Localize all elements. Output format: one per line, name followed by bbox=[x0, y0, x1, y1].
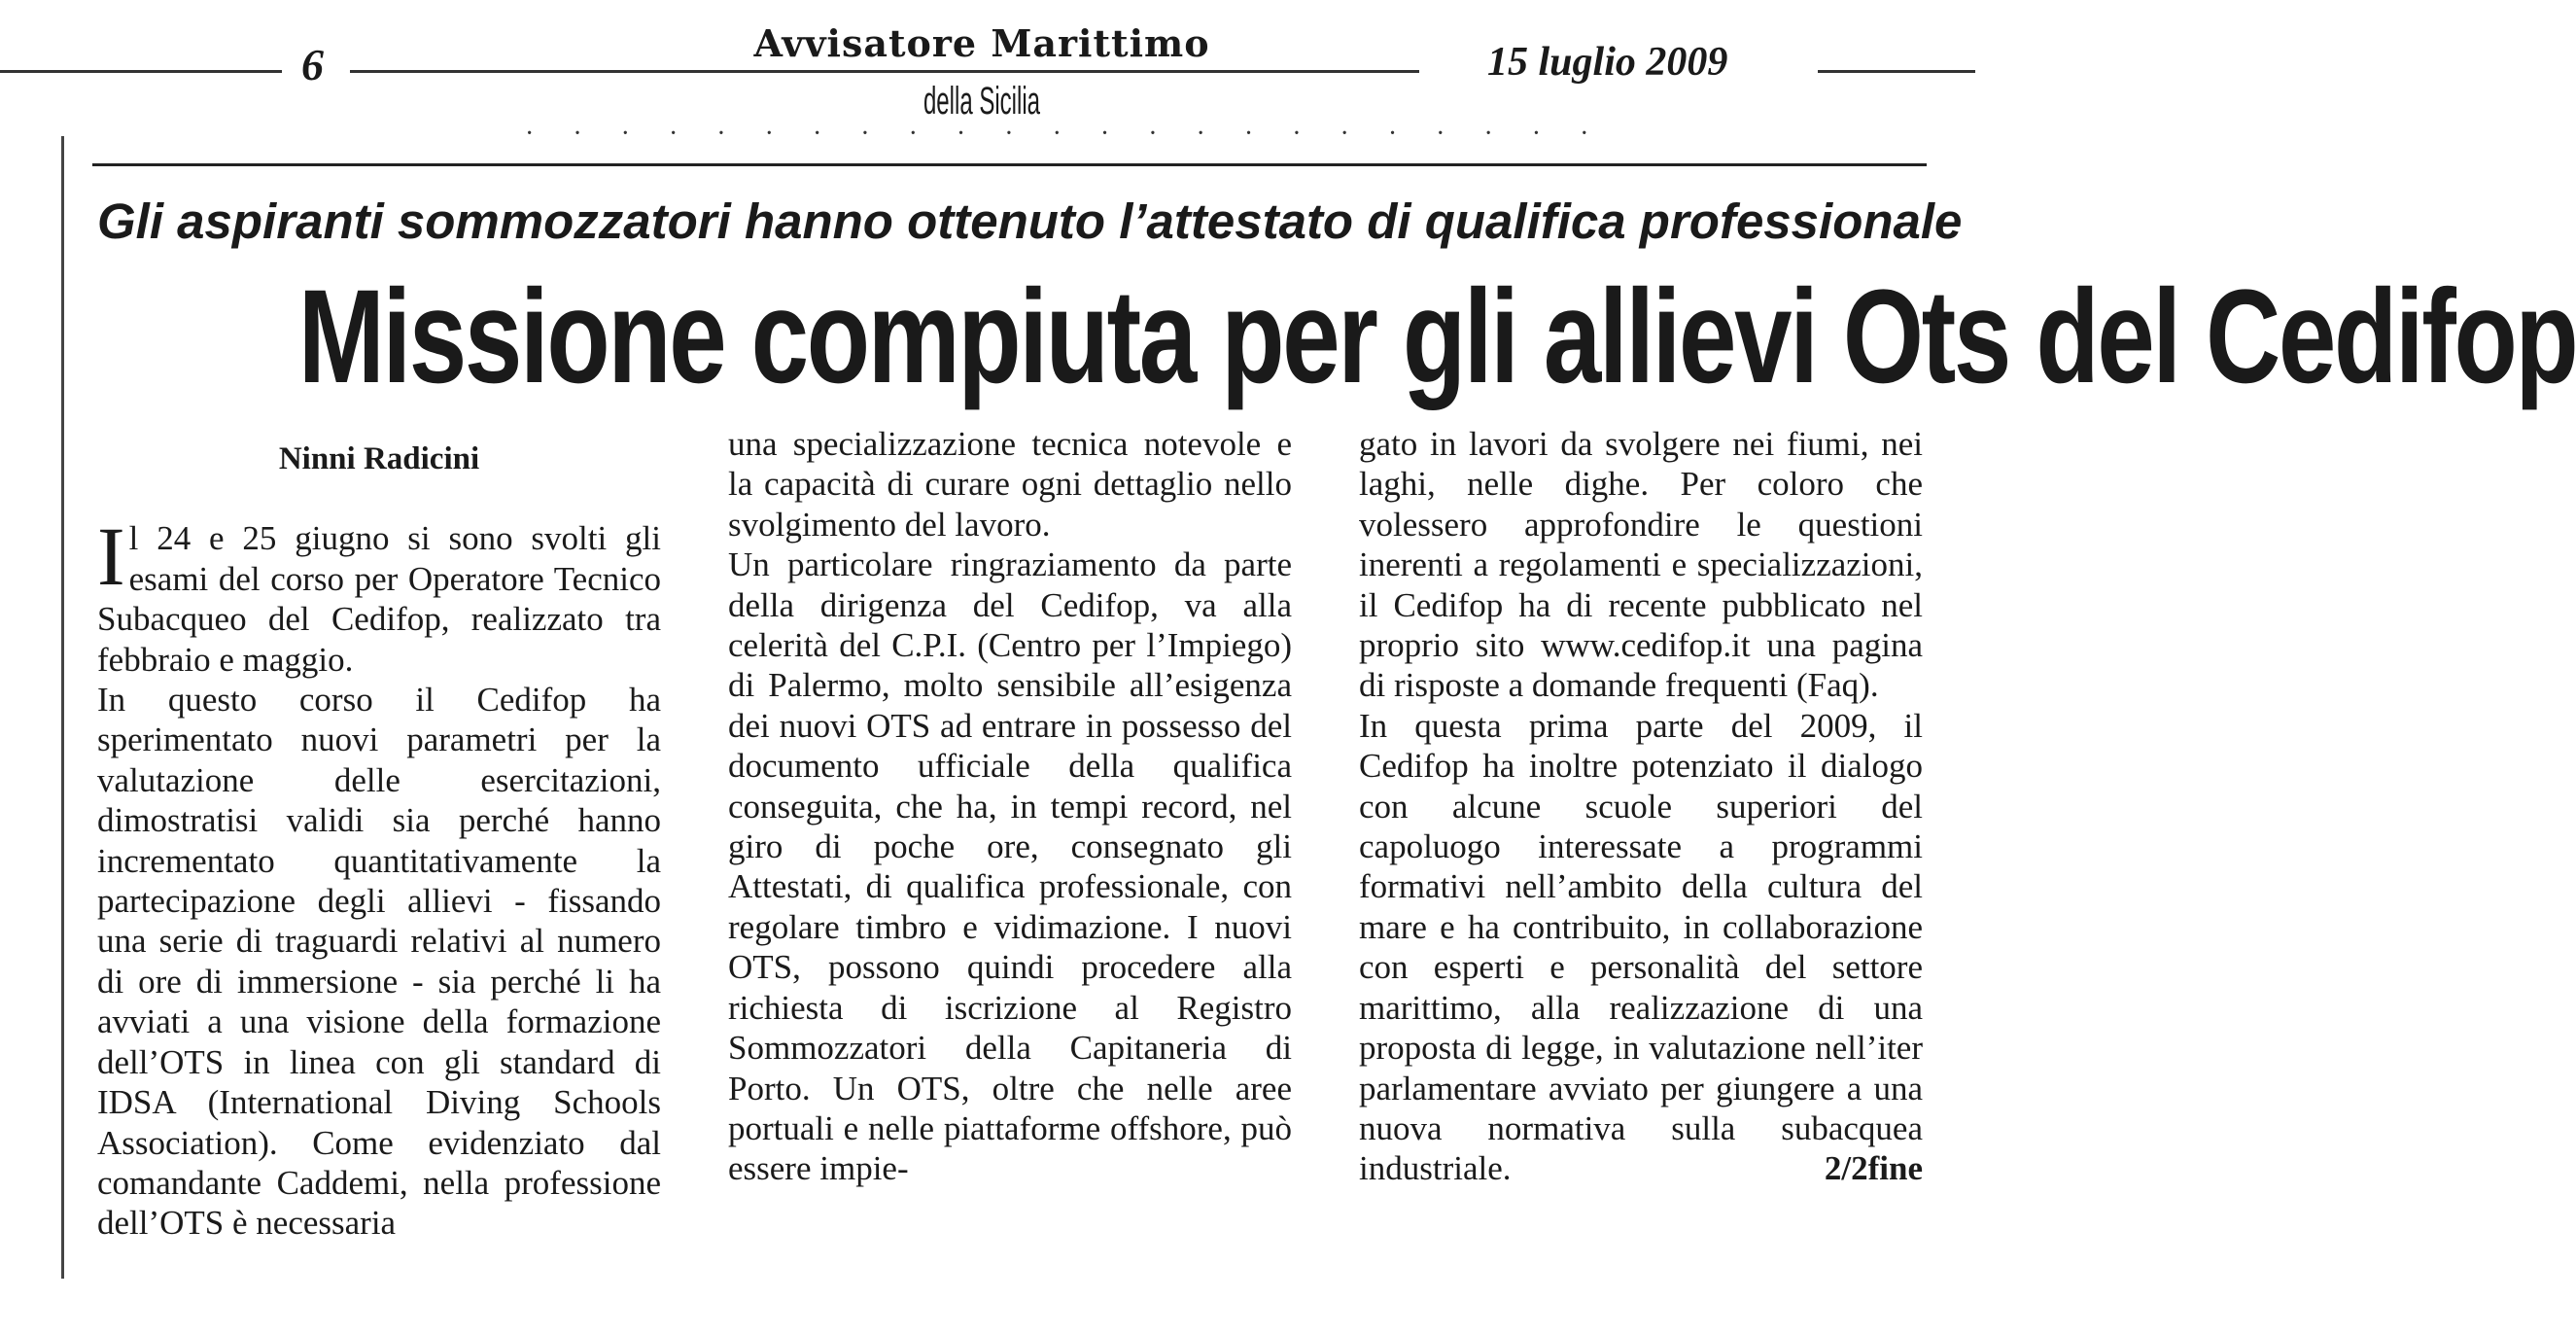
paragraph bbox=[1359, 706, 1923, 1189]
paragraph-text: In questa prima parte del 2009, il Cedifop ha inoltre potenziato il dialogo con alcune scuole superiori del capoluogo interessate a programmi formativi nell’ambito della cultura del mare e ha contribuito, in collaborazione con esperti e personalità del settore marittimo, alla realizzazione di una proposta di legge, in valutazione nell’iter parlamentare avviato per giungere a una nuova normativa sulla subacquea industriale. bbox=[1359, 706, 1923, 1188]
paragraph-text: l 24 e 25 giugno si sono svolti gli esami del corso per Operatore Tecnico Subacqueo del Cedifop, realizzato tra febbraio e maggio. bbox=[97, 519, 661, 679]
paragraph: una specializzazione tecnica notevole e la capacità di curare ogni dettaglio nello svolgimento del lavoro. bbox=[728, 425, 1292, 544]
drop-cap: I bbox=[97, 509, 125, 604]
issue-date: 15 luglio 2009 bbox=[1487, 40, 1728, 85]
article-signoff: 2/2fine bbox=[1824, 1149, 1923, 1188]
left-margin-rule bbox=[61, 136, 64, 1279]
article-kicker: Gli aspiranti sommozzatori hanno ottenuto l’attestato di qualifica professionale bbox=[97, 193, 1963, 249]
paragraph: gato in lavori da svolgere nei fiumi, nei laghi, nelle dighe. Per coloro che volessero approfondire le questioni inerenti a regolamenti e specializzazioni, il Cedifop ha di recente pubblicato nel proprio sito www.cedifop.it una pagina di risposte a domande frequenti (Faq). bbox=[1359, 425, 1923, 705]
article-column-1 bbox=[97, 428, 661, 1244]
article-column-2 bbox=[728, 424, 1292, 1189]
byline: Ninni Radicini bbox=[278, 441, 480, 476]
paragraph: In questo corso il Cedifop ha sperimentato nuovi parametri per la valutazione delle esercitazioni, dimostratisi validi sia perché hanno incrementato quantitativamente la partecipazione degli allievi - fissando una serie di traguardi relativi al numero di ore di immersione - sia perché li ha avviati a una visione della formazione dell’OTS in linea con gli standard di IDSA (International Diving Schools Association). Come evidenziato dal comandante Caddemi, nella professione dell’OTS è necessaria bbox=[97, 681, 661, 1243]
masthead-name: Avvisatore Marittimo bbox=[753, 21, 1210, 65]
page-number: 6 bbox=[301, 40, 324, 89]
article-headline: Missione compiuta per gli allievi Ots del Cedifop bbox=[297, 263, 2576, 411]
cropped-text-fragment: ······················· bbox=[525, 119, 1628, 149]
paragraph bbox=[97, 509, 661, 680]
masthead-subtitle: della Sicilia bbox=[922, 80, 1041, 123]
paragraph: Un particolare ringraziamento da parte della dirigenza del Cedifop, va alla celerità del C.P.I. (Centro per l’Impiego) di Palermo, molto sensibile all’esigenza dei nuovi OTS ad entrare in possesso del documento ufficiale della qualifica conseguita, che ha, in tempi record, nel giro di poche ore, consegnato gli Attestati, di qualifica professionale, con regolare timbro e vidimazione. I nuovi OTS, possono quindi procedere alla richiesta di iscrizione al Registro Sommozzatori della Capitaneria di Porto. Un OTS, oltre che nelle aree portuali e nelle piattaforme offshore, può essere impie- bbox=[728, 545, 1292, 1188]
header-rule-right bbox=[1818, 70, 1975, 73]
article-column-3 bbox=[1359, 424, 1923, 1189]
header-rule-left bbox=[0, 70, 282, 73]
header-rule-center bbox=[350, 70, 1419, 73]
article-top-rule bbox=[92, 163, 1927, 166]
